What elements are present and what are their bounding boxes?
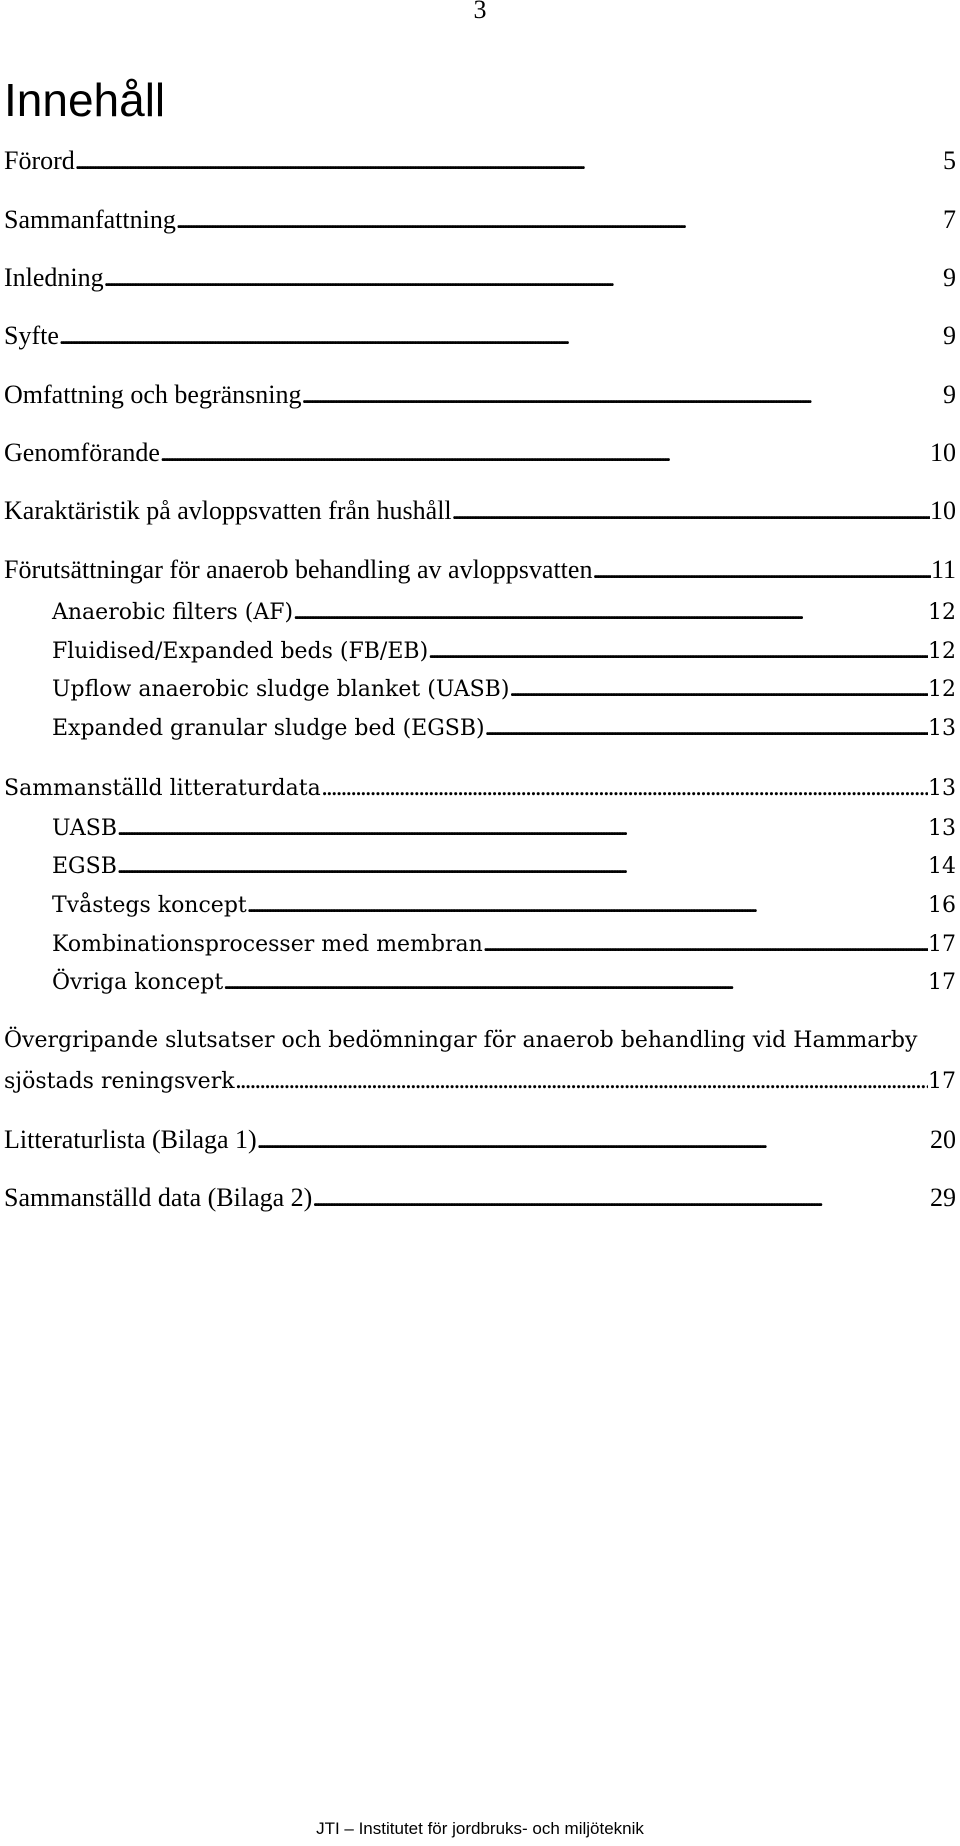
toc-entry-page: 17	[928, 1069, 956, 1094]
toc-entry-overgripande-line1[interactable]	[4, 1024, 956, 1058]
toc-entry-page: 17	[928, 932, 956, 957]
toc-entry-page: 13	[928, 816, 956, 841]
dot-leader	[247, 887, 928, 922]
dot-leader	[176, 203, 943, 238]
dot-leader	[59, 319, 943, 354]
toc-entry-omfattning[interactable]	[4, 378, 956, 412]
toc-entry-page: 17	[928, 970, 956, 995]
toc-entry-page: 13	[928, 716, 956, 741]
toc-entry-page: 12	[928, 639, 956, 664]
toc-entry-label: Tvåstegs koncept	[52, 893, 247, 918]
dot-leader	[452, 494, 930, 529]
toc-entry-label: Sammanställd litteraturdata	[4, 776, 321, 801]
dot-leader	[117, 810, 928, 845]
toc-entry-page: 29	[930, 1183, 956, 1212]
toc-entry-genomforande[interactable]	[4, 436, 956, 470]
toc-entry-page: 12	[928, 600, 956, 625]
toc-entry-forutsattningar[interactable]	[4, 553, 956, 587]
toc-entry-page: 20	[930, 1125, 956, 1154]
toc-entry-litteraturlista[interactable]	[4, 1123, 956, 1157]
dot-leader	[509, 671, 928, 706]
toc-entry-page: 7	[943, 205, 956, 234]
toc-entry-sammanfattning[interactable]	[4, 203, 956, 237]
dot-leader	[592, 553, 931, 588]
toc-entry-page: 12	[928, 677, 956, 702]
toc-entry-sammanstalld-data[interactable]	[4, 1181, 956, 1215]
toc-entry-page: 11	[930, 555, 956, 584]
toc-entry-label: Omfattning och begränsning	[4, 380, 302, 409]
dot-leader	[160, 436, 930, 471]
page-number: 3	[473, 0, 487, 24]
toc-entry-karaktaristik[interactable]	[4, 494, 956, 528]
toc-entry-sammanstalld-litteratur[interactable]	[4, 770, 956, 804]
toc-entry-page: 13	[928, 776, 956, 801]
toc-entry-label: Sammanställd data (Bilaga 2)	[4, 1183, 313, 1212]
dot-leader	[312, 1181, 930, 1216]
dot-leader	[483, 926, 928, 961]
toc-entry-label: Inledning	[4, 263, 104, 292]
page-title: Innehåll	[4, 74, 166, 126]
toc-entry-label: Karaktäristik på avloppsvatten från hushåll	[4, 496, 452, 525]
dot-leader	[302, 378, 944, 413]
toc-entry-label: Övergripande slutsatser och bedömningar för anaerob behandling vid Hammarby	[4, 1028, 918, 1053]
toc-entry-af[interactable]	[4, 594, 956, 628]
toc-entry-page: 9	[943, 263, 956, 292]
toc-entry-egsb-intro[interactable]	[4, 710, 956, 744]
dot-leader	[257, 1123, 930, 1158]
dot-leader	[293, 594, 928, 629]
dot-leader	[117, 848, 928, 883]
toc-entry-label: Övriga koncept	[52, 970, 224, 995]
toc-entry-label: EGSB	[52, 854, 117, 879]
toc-entry-tvastegs[interactable]	[4, 887, 956, 921]
toc-entry-egsb[interactable]	[4, 848, 956, 882]
toc-entry-page: 9	[943, 380, 956, 409]
page-footer: JTI – Institutet för jordbruks- och miljöteknik	[316, 1819, 644, 1838]
toc-entry-inledning[interactable]	[4, 261, 956, 295]
dot-leader	[104, 261, 943, 296]
toc-entry-label: Litteraturlista (Bilaga 1)	[4, 1125, 257, 1154]
toc-entry-label: Sammanfattning	[4, 205, 176, 234]
dot-leader	[485, 710, 928, 745]
toc-entry-label: UASB	[52, 816, 117, 841]
toc-entry-label: Fluidised/Expanded beds (FB/EB)	[52, 639, 429, 664]
toc-entry-overgripande[interactable]	[4, 1063, 956, 1097]
toc-entry-syfte[interactable]	[4, 319, 956, 353]
dot-leader	[321, 770, 928, 806]
toc-entry-label: Syfte	[4, 321, 59, 350]
dot-leader	[235, 1063, 928, 1099]
toc-entry-page: 16	[928, 893, 956, 918]
dot-leader	[75, 144, 943, 179]
toc-entry-uasb-intro[interactable]	[4, 671, 956, 705]
toc-entry-label: Anaerobic filters (AF)	[52, 600, 294, 625]
toc-entry-uasb[interactable]	[4, 810, 956, 844]
toc-entry-page: 14	[928, 854, 956, 879]
toc-entry-label: Expanded granular sludge bed (EGSB)	[52, 716, 485, 741]
dot-leader	[428, 633, 928, 668]
dot-leader	[223, 964, 928, 999]
toc-entry-ovriga[interactable]	[4, 964, 956, 998]
toc-entry-label: sjöstads reningsverk	[4, 1069, 235, 1094]
toc-entry-label: Kombinationsprocesser med membran	[52, 932, 483, 957]
toc-entry-label: Genomförande	[4, 438, 160, 467]
toc-entry-page: 9	[943, 321, 956, 350]
toc-entry-label: Förord	[4, 146, 75, 175]
toc-entry-page: 5	[943, 146, 956, 175]
toc-entry-kombination[interactable]	[4, 926, 956, 960]
toc-entry-label: Förutsättningar för anaerob behandling av avloppsvatten	[4, 555, 593, 584]
toc-entry-page: 10	[930, 496, 956, 525]
toc-entry-label: Upflow anaerobic sludge blanket (UASB)	[52, 677, 510, 702]
toc-entry-page: 10	[930, 438, 956, 467]
toc-entry-fb-eb[interactable]	[4, 633, 956, 667]
toc-entry-forord[interactable]	[4, 144, 956, 178]
